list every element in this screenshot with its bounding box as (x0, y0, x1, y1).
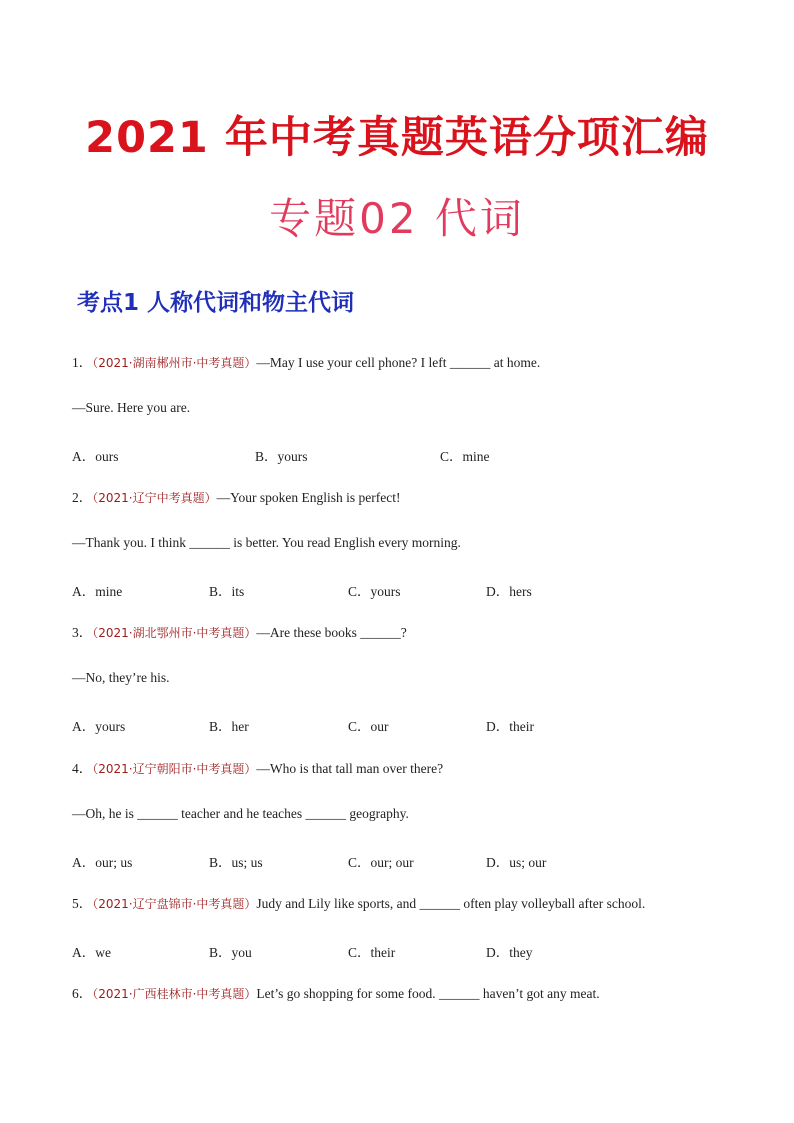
question-source: （2021·辽宁盘锦市·中考真题） (92, 897, 257, 911)
question-stem: Judy and Lily like sports, and ______ often play volleyball after school. (256, 896, 646, 911)
question-number: 2． (72, 490, 93, 505)
question-stem: —Are these books ______? (256, 625, 407, 640)
question-number: 6． (72, 986, 93, 1001)
option-c: C．our (348, 719, 389, 734)
question-6 (72, 986, 600, 1002)
option-b: B．yours (255, 449, 308, 464)
option-b: B．us; us (209, 855, 263, 870)
question-4-options (72, 851, 732, 870)
option-d: D．their (486, 719, 534, 734)
option-a: A．yours (72, 719, 126, 734)
question-source: （2021·辽宁朝阳市·中考真题） (92, 762, 257, 776)
question-reply: —Thank you. I think ______ is better. You read English every morning. (72, 535, 461, 550)
question-reply: —Sure. Here you are. (72, 400, 191, 415)
option-a: A．ours (72, 449, 119, 464)
section-heading: 考点1 人称代词和物主代词 (77, 290, 355, 316)
option-d: D．us; our (486, 855, 547, 870)
question-reply: —Oh, he is ______ teacher and he teaches ______ geography. (72, 806, 409, 821)
option-b: B．its (209, 584, 245, 599)
question-reply: —No, they’re his. (72, 670, 170, 685)
option-c: C．mine (440, 449, 490, 464)
page-subtitle: 专题02 代词 (269, 194, 525, 243)
option-c: C．yours (348, 584, 401, 599)
question-number: 5． (72, 896, 93, 911)
question-stem: —Your spoken English is perfect! (216, 490, 401, 505)
question-source: （2021·湖北鄂州市·中考真题） (92, 626, 257, 640)
question-source: （2021·广西桂林市·中考真题） (92, 987, 257, 1001)
question-stem: —May I use your cell phone? I left ______ at home. (256, 355, 541, 370)
question-1 (72, 355, 540, 371)
option-c: C．their (348, 945, 396, 960)
option-b: B．you (209, 945, 252, 960)
question-5 (72, 896, 645, 912)
question-3-options (72, 715, 732, 734)
option-d: D．hers (486, 584, 532, 599)
question-5-options (72, 941, 732, 960)
question-4 (72, 761, 443, 777)
option-b: B．her (209, 719, 249, 734)
question-number: 3． (72, 625, 93, 640)
page-title: 2021 年中考真题英语分项汇编 (85, 113, 709, 163)
question-stem: —Who is that tall man over there? (256, 761, 444, 776)
question-1-options (72, 445, 732, 464)
question-2 (72, 490, 400, 506)
option-c: C．our; our (348, 855, 414, 870)
question-stem: Let’s go shopping for some food. ______ haven’t got any meat. (256, 986, 600, 1001)
question-2-options (72, 580, 732, 599)
option-a: A．our; us (72, 855, 133, 870)
option-a: A．we (72, 945, 111, 960)
option-a: A．mine (72, 584, 123, 599)
option-d: D．they (486, 945, 533, 960)
question-source: （2021·湖南郴州市·中考真题） (92, 356, 257, 370)
question-3 (72, 625, 407, 641)
question-number: 4． (72, 761, 93, 776)
question-source: （2021·辽宁中考真题） (92, 491, 217, 505)
question-number: 1． (72, 355, 93, 370)
